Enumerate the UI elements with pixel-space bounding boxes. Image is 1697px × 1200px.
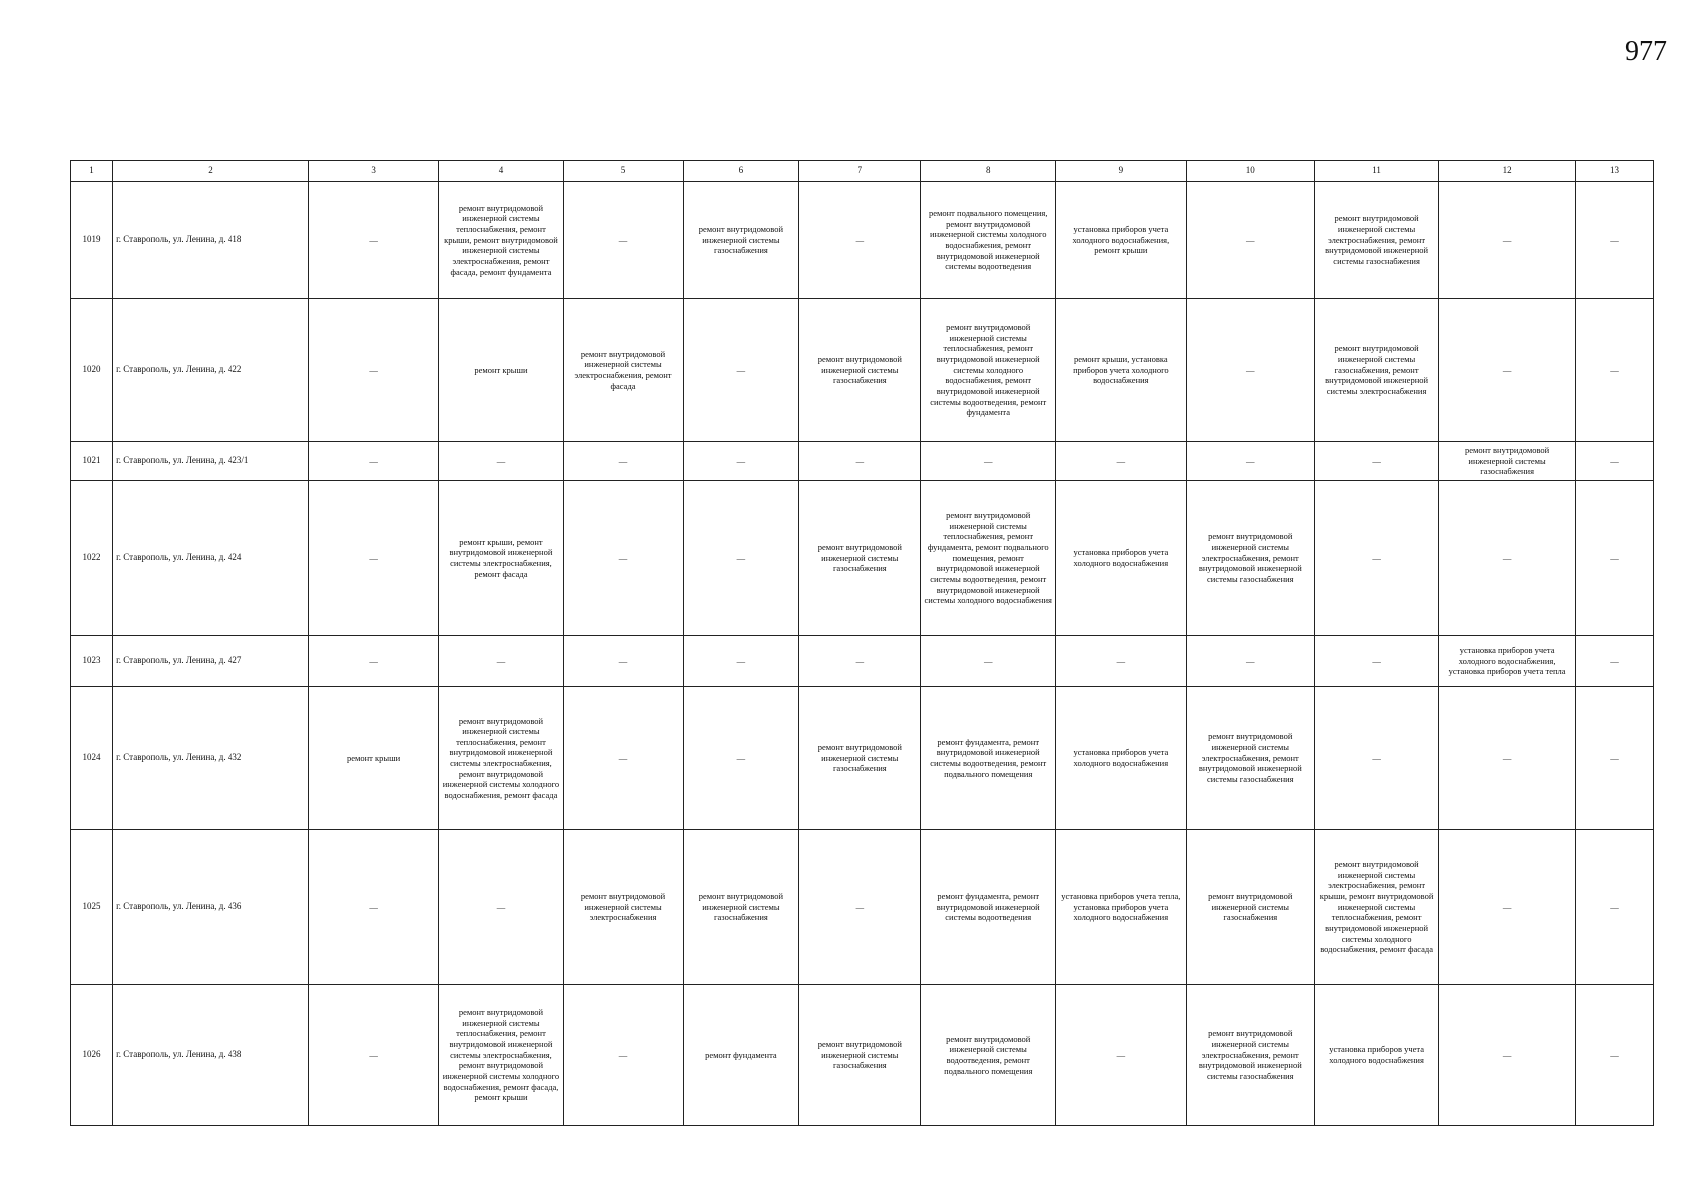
work-type-cell: — [308, 830, 439, 985]
work-type-cell: — [308, 481, 439, 636]
work-type-cell: — [1186, 299, 1314, 442]
work-type-cell: ремонт крыши, установка приборов учета холодного водоснабжения [1056, 299, 1187, 442]
work-type-cell: — [308, 985, 439, 1126]
work-type-cell: ремонт фундамента, ремонт внутридомовой инженерной системы водоотведения [921, 830, 1056, 985]
work-type-cell: — [683, 442, 799, 481]
work-type-cell: — [439, 636, 563, 687]
work-type-cell: — [308, 182, 439, 299]
work-type-cell: установка приборов учета холодного водоснабжения [1056, 481, 1187, 636]
work-type-cell: — [308, 299, 439, 442]
work-type-cell: ремонт внутридомовой инженерной системы газоснабжения [799, 985, 921, 1126]
work-type-cell: установка приборов учета холодного водоснабжения, ремонт крыши [1056, 182, 1187, 299]
work-type-cell: — [799, 830, 921, 985]
work-type-cell: — [1315, 442, 1439, 481]
work-type-cell: — [308, 442, 439, 481]
work-type-cell: ремонт внутридомовой инженерной системы теплоснабжения, ремонт фундамента, ремонт подвального помещения, ремонт внутридомовой инженерной системы водоотведения, ремонт внутридомовой инженерной системы холодного водоснабжения [921, 481, 1056, 636]
work-type-cell: ремонт внутридомовой инженерной системы электроснабжения, ремонт внутридомовой инженерной системы газоснабжения [1186, 481, 1314, 636]
work-type-cell: — [1186, 636, 1314, 687]
column-header: 5 [563, 161, 683, 182]
row-number: 1025 [71, 830, 113, 985]
building-address: г. Ставрополь, ул. Ленина, д. 436 [113, 830, 309, 985]
work-type-cell: — [1439, 299, 1576, 442]
table-row [71, 182, 1654, 299]
work-type-cell: — [1576, 481, 1654, 636]
work-type-cell: — [683, 687, 799, 830]
work-type-cell: — [1576, 182, 1654, 299]
table-body [71, 182, 1654, 1126]
column-header: 11 [1315, 161, 1439, 182]
work-type-cell: ремонт внутридомовой инженерной системы газоснабжения [799, 299, 921, 442]
work-type-cell: — [563, 442, 683, 481]
work-type-cell: установка приборов учета холодного водоснабжения [1056, 687, 1187, 830]
work-type-cell: ремонт крыши [439, 299, 563, 442]
row-number: 1022 [71, 481, 113, 636]
work-type-cell: ремонт крыши, ремонт внутридомовой инженерной системы электроснабжения, ремонт фасада [439, 481, 563, 636]
work-type-cell: — [683, 636, 799, 687]
column-header: 1 [71, 161, 113, 182]
work-type-cell: — [1439, 687, 1576, 830]
work-type-cell: ремонт внутридомовой инженерной системы газоснабжения [1439, 442, 1576, 481]
table-row [71, 830, 1654, 985]
column-header: 2 [113, 161, 309, 182]
work-type-cell: — [1439, 481, 1576, 636]
work-type-cell: ремонт фундамента [683, 985, 799, 1126]
work-type-cell: — [1186, 182, 1314, 299]
work-type-cell: — [1576, 442, 1654, 481]
building-address: г. Ставрополь, ул. Ленина, д. 423/1 [113, 442, 309, 481]
work-type-cell: — [1315, 687, 1439, 830]
column-header: 13 [1576, 161, 1654, 182]
row-number: 1026 [71, 985, 113, 1126]
row-number: 1023 [71, 636, 113, 687]
work-type-cell: ремонт подвального помещения, ремонт внутридомовой инженерной системы холодного водоснабжения, ремонт внутридомовой инженерной системы водоотведения [921, 182, 1056, 299]
building-address: г. Ставрополь, ул. Ленина, д. 422 [113, 299, 309, 442]
work-type-cell: установка приборов учета холодного водоснабжения, установка приборов учета тепла [1439, 636, 1576, 687]
work-type-cell: ремонт крыши [308, 687, 439, 830]
row-number: 1021 [71, 442, 113, 481]
work-type-cell: — [1576, 830, 1654, 985]
table-row [71, 985, 1654, 1126]
work-type-cell: — [1439, 985, 1576, 1126]
table-row [71, 299, 1654, 442]
work-type-cell: ремонт внутридомовой инженерной системы газоснабжения [1186, 830, 1314, 985]
work-type-cell: — [563, 985, 683, 1126]
work-type-cell: — [563, 182, 683, 299]
work-type-cell: — [1315, 481, 1439, 636]
table-row [71, 687, 1654, 830]
work-type-cell: — [1056, 985, 1187, 1126]
building-address: г. Ставрополь, ул. Ленина, д. 427 [113, 636, 309, 687]
work-type-cell: — [439, 442, 563, 481]
column-header: 3 [308, 161, 439, 182]
work-type-cell: — [799, 636, 921, 687]
table-row [71, 481, 1654, 636]
work-type-cell: — [1576, 985, 1654, 1126]
work-type-cell: ремонт внутридомовой инженерной системы газоснабжения, ремонт внутридомовой инженерной системы электроснабжения [1315, 299, 1439, 442]
work-type-cell: установка приборов учета холодного водоснабжения [1315, 985, 1439, 1126]
work-type-cell: — [563, 481, 683, 636]
work-type-cell: — [921, 442, 1056, 481]
work-type-cell: — [1576, 299, 1654, 442]
column-header: 8 [921, 161, 1056, 182]
work-type-cell: — [439, 830, 563, 985]
building-address: г. Ставрополь, ул. Ленина, д. 438 [113, 985, 309, 1126]
work-type-cell: — [1576, 636, 1654, 687]
work-type-cell: — [1186, 442, 1314, 481]
building-address: г. Ставрополь, ул. Ленина, д. 418 [113, 182, 309, 299]
repair-schedule-table [70, 160, 1654, 1126]
row-number: 1024 [71, 687, 113, 830]
building-address: г. Ставрополь, ул. Ленина, д. 424 [113, 481, 309, 636]
work-type-cell: ремонт внутридомовой инженерной системы электроснабжения, ремонт внутридомовой инженерной системы газоснабжения [1315, 182, 1439, 299]
page-number: 977 [1625, 36, 1667, 67]
work-type-cell: ремонт фундамента, ремонт внутридомовой инженерной системы водоотведения, ремонт подвального помещения [921, 687, 1056, 830]
row-number: 1020 [71, 299, 113, 442]
work-type-cell: — [308, 636, 439, 687]
work-type-cell: ремонт внутридомовой инженерной системы электроснабжения [563, 830, 683, 985]
column-header: 10 [1186, 161, 1314, 182]
work-type-cell: ремонт внутридомовой инженерной системы электроснабжения, ремонт фасада [563, 299, 683, 442]
work-type-cell: — [1056, 442, 1187, 481]
work-type-cell: — [563, 636, 683, 687]
work-type-cell: ремонт внутридомовой инженерной системы газоснабжения [799, 481, 921, 636]
work-type-cell: ремонт внутридомовой инженерной системы водоотведения, ремонт подвального помещения [921, 985, 1056, 1126]
work-type-cell: — [799, 182, 921, 299]
work-type-cell: — [563, 687, 683, 830]
work-type-cell: ремонт внутридомовой инженерной системы теплоснабжения, ремонт крыши, ремонт внутридомовой инженерной системы электроснабжения, ремонт фасада, ремонт фундамента [439, 182, 563, 299]
table-row [71, 636, 1654, 687]
work-type-cell: ремонт внутридомовой инженерной системы теплоснабжения, ремонт внутридомовой инженерной системы электроснабжения, ремонт внутридомовой инженерной системы холодного водоснабжения, ремонт фасада [439, 687, 563, 830]
work-type-cell: ремонт внутридомовой инженерной системы газоснабжения [799, 687, 921, 830]
work-type-cell: — [1056, 636, 1187, 687]
column-header: 12 [1439, 161, 1576, 182]
work-type-cell: — [683, 299, 799, 442]
work-type-cell: ремонт внутридомовой инженерной системы теплоснабжения, ремонт внутридомовой инженерной системы электроснабжения, ремонт внутридомовой инженерной системы холодного водоснабжения, ремонт фасада, ремонт крыши [439, 985, 563, 1126]
work-type-cell: — [1576, 687, 1654, 830]
work-type-cell: ремонт внутридомовой инженерной системы электроснабжения, ремонт внутридомовой инженерной системы газоснабжения [1186, 687, 1314, 830]
column-header: 6 [683, 161, 799, 182]
work-type-cell: — [1315, 636, 1439, 687]
row-number: 1019 [71, 182, 113, 299]
work-type-cell: — [1439, 830, 1576, 985]
work-type-cell: ремонт внутридомовой инженерной системы электроснабжения, ремонт крыши, ремонт внутридомовой инженерной системы теплоснабжения, ремонт внутридомовой инженерной системы холодного водоснабжения, ремонт фасада [1315, 830, 1439, 985]
work-type-cell: — [1439, 182, 1576, 299]
column-header: 4 [439, 161, 563, 182]
work-type-cell: ремонт внутридомовой инженерной системы теплоснабжения, ремонт внутридомовой инженерной системы холодного водоснабжения, ремонт внутридомовой инженерной системы водоотведения, ремонт фундамента [921, 299, 1056, 442]
work-type-cell: ремонт внутридомовой инженерной системы электроснабжения, ремонт внутридомовой инженерной системы газоснабжения [1186, 985, 1314, 1126]
work-type-cell: установка приборов учета тепла, установка приборов учета холодного водоснабжения [1056, 830, 1187, 985]
work-type-cell: ремонт внутридомовой инженерной системы газоснабжения [683, 830, 799, 985]
table-row [71, 442, 1654, 481]
header-row [71, 161, 1654, 182]
building-address: г. Ставрополь, ул. Ленина, д. 432 [113, 687, 309, 830]
work-type-cell: — [799, 442, 921, 481]
column-header: 7 [799, 161, 921, 182]
column-header: 9 [1056, 161, 1187, 182]
work-type-cell: — [683, 481, 799, 636]
work-type-cell: ремонт внутридомовой инженерной системы газоснабжения [683, 182, 799, 299]
work-type-cell: — [921, 636, 1056, 687]
